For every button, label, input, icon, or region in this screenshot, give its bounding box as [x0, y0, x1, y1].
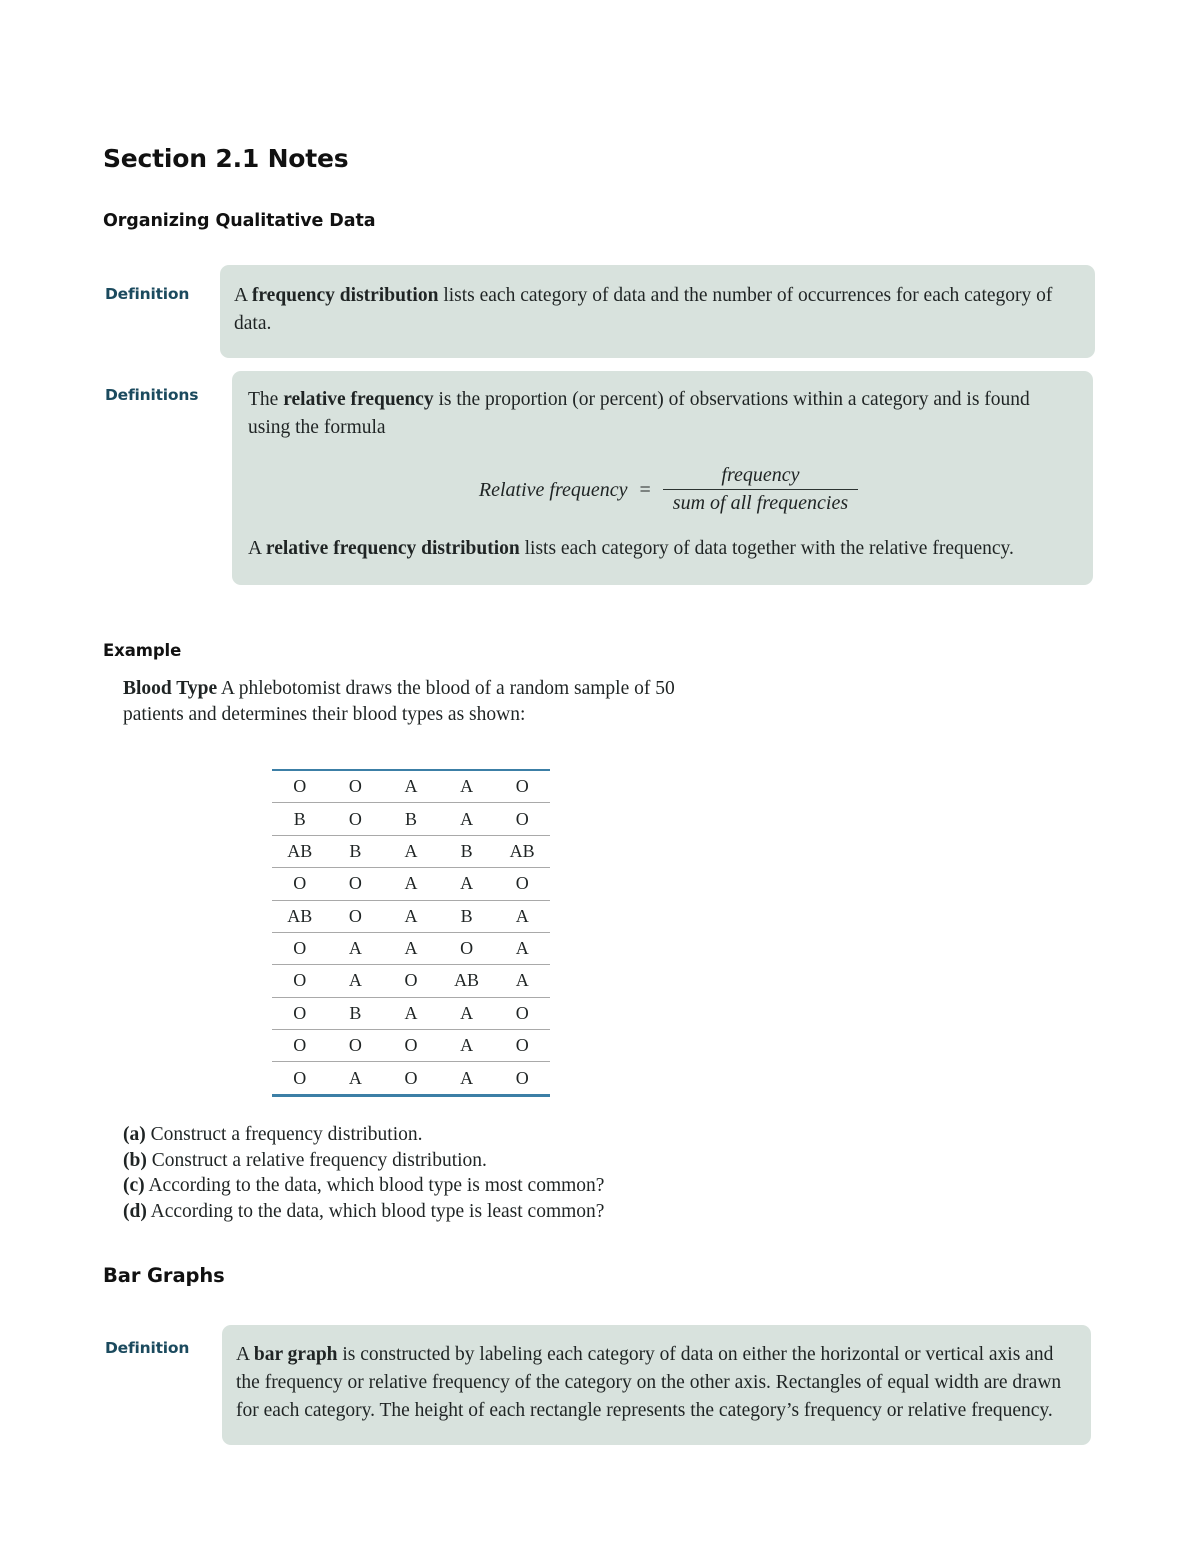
formula-equals-sign: = [639, 478, 651, 501]
table-row [272, 835, 550, 867]
definition-1-rest: lists each category of data and the number of occurrences for each category of data. [234, 285, 1053, 334]
example-prompt [123, 676, 723, 728]
question-text: According to the data, which blood type is least common? [146, 1200, 605, 1222]
blood-type-cell: O [494, 1030, 550, 1062]
blood-type-cell: O [272, 965, 328, 997]
table-row [272, 803, 550, 835]
example-heading: Example [103, 641, 182, 660]
page-title: Section 2.1 Notes [103, 144, 349, 173]
formula-fraction [663, 464, 858, 515]
formula-denominator: sum of all frequencies [663, 489, 858, 516]
blood-type-cell: A [494, 965, 550, 997]
table-row [272, 965, 550, 997]
table-row [272, 997, 550, 1029]
table-row [272, 1062, 550, 1095]
blood-type-cell: A [383, 835, 439, 867]
definition-3-lead: A [236, 1344, 254, 1365]
blood-type-cell: O [272, 868, 328, 900]
blood-type-cell: B [328, 835, 384, 867]
question-letter: (a) [123, 1124, 146, 1145]
definition-label-2: Definitions [105, 386, 199, 404]
blood-type-cell: O [328, 770, 384, 803]
definition-1-lead: A [234, 285, 252, 306]
blood-type-cell: B [439, 900, 495, 932]
blood-type-data-table [272, 769, 550, 1097]
blood-type-cell: O [328, 1030, 384, 1062]
definition-2b-lead: A [248, 538, 266, 560]
blood-type-cell: B [439, 835, 495, 867]
blood-type-cell: O [328, 900, 384, 932]
formula-numerator: frequency [721, 464, 800, 486]
blood-type-cell: AB [439, 965, 495, 997]
blood-type-cell: O [272, 770, 328, 803]
definition-text-3 [236, 1341, 1069, 1425]
table-row [272, 1030, 550, 1062]
blood-type-cell: A [383, 900, 439, 932]
blood-type-cell: O [272, 932, 328, 964]
question-letter: (c) [123, 1175, 145, 1196]
question-letter: (d) [123, 1200, 147, 1222]
blood-type-cell: O [328, 868, 384, 900]
definition-label-3: Definition [105, 1339, 190, 1357]
blood-type-cell: A [328, 1062, 384, 1095]
definition-3-term: bar graph [253, 1344, 338, 1365]
blood-type-cell: AB [272, 900, 328, 932]
definition-2-rest: is the proportion (or percent) of observations within a category and is found using the formula [248, 389, 1030, 438]
blood-type-cell: A [383, 997, 439, 1029]
blood-type-cell: A [494, 900, 550, 932]
blood-type-cell: A [383, 932, 439, 964]
list-item [123, 1199, 604, 1225]
table-row [272, 868, 550, 900]
blood-type-table-body [272, 770, 550, 1095]
blood-type-cell: A [439, 1062, 495, 1095]
blood-type-cell: A [439, 997, 495, 1029]
blood-type-cell: A [383, 868, 439, 900]
formula-left-hand-side: Relative frequency [478, 478, 628, 501]
definition-box-relative-frequency [232, 371, 1093, 585]
table-row [272, 900, 550, 932]
example-question-list [123, 1122, 604, 1224]
blood-type-cell: B [383, 803, 439, 835]
section-heading-organizing-qualitative-data: Organizing Qualitative Data [103, 211, 376, 231]
blood-type-cell: A [439, 1030, 495, 1062]
question-text: Construct a frequency distribution. [145, 1124, 423, 1145]
blood-type-cell: O [494, 997, 550, 1029]
blood-type-cell: A [383, 770, 439, 803]
blood-type-cell: A [494, 932, 550, 964]
question-text: According to the data, which blood type is most common? [144, 1175, 605, 1196]
definition-2b-term: relative frequency distribution [265, 538, 520, 560]
definition-label-1: Definition [105, 285, 190, 303]
blood-type-cell: B [328, 997, 384, 1029]
blood-type-cell: O [383, 965, 439, 997]
definition-2-term: relative frequency [283, 389, 434, 410]
definition-text-2a [248, 386, 1071, 442]
blood-type-cell: A [439, 803, 495, 835]
example-prompt-text: A phlebotomist draws the blood of a random sample of 50 patients and determines their blood types as shown: [123, 678, 675, 725]
table-row [272, 770, 550, 803]
blood-type-cell: O [272, 1062, 328, 1095]
blood-type-cell: AB [272, 835, 328, 867]
definition-box-frequency-distribution [220, 265, 1095, 358]
blood-type-cell: O [272, 1030, 328, 1062]
section-heading-bar-graphs: Bar Graphs [103, 1264, 225, 1287]
blood-type-cell: B [272, 803, 328, 835]
definition-1-term: frequency distribution [251, 285, 439, 306]
blood-type-cell: O [272, 997, 328, 1029]
definition-2b-rest: lists each category of data together with the relative frequency. [519, 538, 1014, 560]
blood-type-cell: O [383, 1062, 439, 1095]
definition-box-bar-graph [222, 1325, 1091, 1445]
list-item [123, 1148, 604, 1174]
blood-type-cell: O [439, 932, 495, 964]
blood-type-cell: O [494, 1062, 550, 1095]
definition-2-lead: The [248, 389, 284, 410]
blood-type-cell: O [383, 1030, 439, 1062]
blood-type-cell: O [494, 803, 550, 835]
blood-type-cell: A [439, 868, 495, 900]
blood-type-cell: A [439, 770, 495, 803]
question-text: Construct a relative frequency distribution. [146, 1149, 487, 1171]
definition-text-2b [248, 535, 1071, 563]
list-item [123, 1122, 604, 1148]
question-letter: (b) [123, 1149, 147, 1171]
blood-type-cell: O [494, 868, 550, 900]
table-row [272, 932, 550, 964]
blood-type-cell: A [328, 965, 384, 997]
blood-type-cell: A [328, 932, 384, 964]
blood-type-cell: O [328, 803, 384, 835]
blood-type-cell: O [494, 770, 550, 803]
definition-3-rest: is constructed by labeling each category of data on either the horizontal or vertical axis and the frequency or relative frequency of the category on the other axis. Rectangles of equal width are drawn for each category. The height of each rectangle represents the category’s frequency or relative frequency. [236, 1344, 1062, 1421]
blood-type-cell: AB [494, 835, 550, 867]
example-topic-title: Blood Type [123, 678, 218, 699]
definition-text-1 [234, 282, 1073, 338]
relative-frequency-formula [266, 464, 1071, 515]
list-item [123, 1173, 604, 1199]
